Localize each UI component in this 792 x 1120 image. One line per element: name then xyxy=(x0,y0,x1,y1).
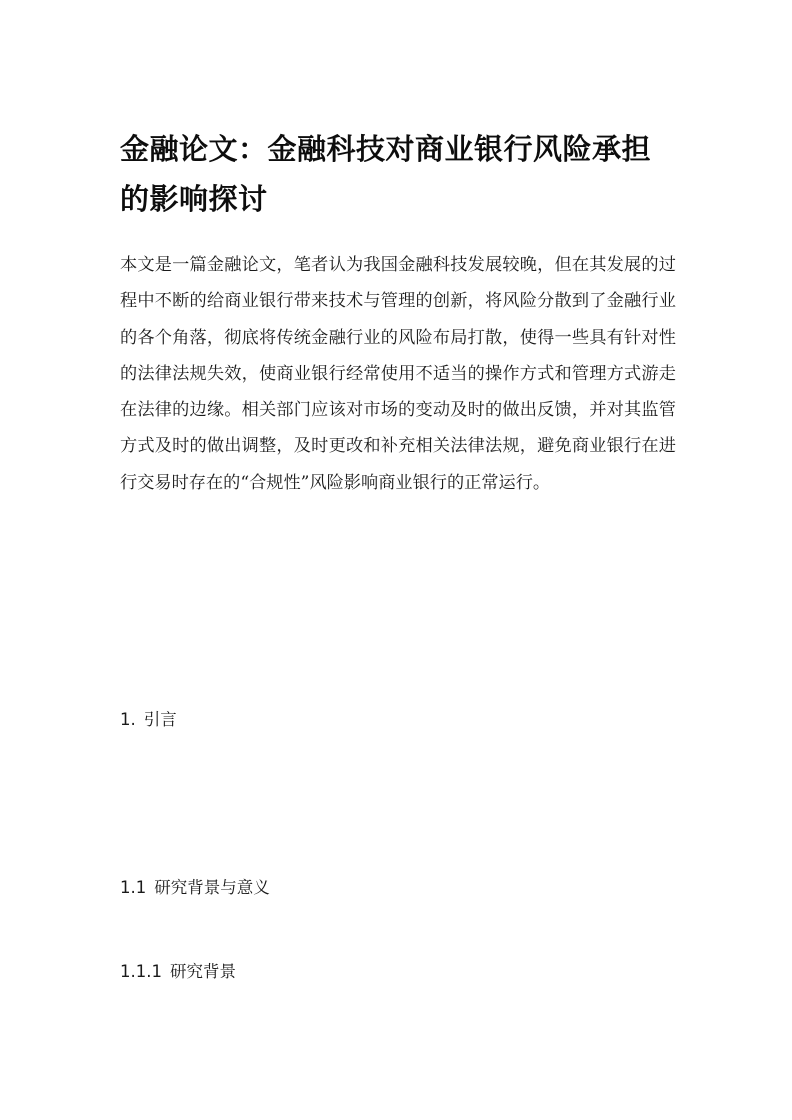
subsubsection-number: 1.1.1 xyxy=(120,962,162,981)
subsection-heading-background-significance xyxy=(120,874,270,898)
section-number: 1. xyxy=(120,710,136,729)
abstract-paragraph: 本文是一篇金融论文，笔者认为我国金融科技发展较晚，但在其发展的过程中不断的给商业银行带来技术与管理的创新，将风险分散到了金融行业的各个角落，彻底将传统金融行业的风险布局打散，使得一些具有针对性的法律法规失效，使商业银行经常使用不适当的操作方式和管理方式游走在法律的边缘。相关部门应该对市场的变动及时的做出反馈，并对其监管方式及时的做出调整，及时更改和补充相关法律法规，避免商业银行在进行交易时存在的“合规性”风险影响商业银行的正常运行。 xyxy=(120,255,676,493)
section-heading-intro xyxy=(120,706,177,730)
document-title: 金融论文：金融科技对商业银行风险承担的影响探讨 xyxy=(120,132,652,216)
subsection-title: 研究背景与意义 xyxy=(154,878,270,897)
subsubsection-heading-background xyxy=(120,958,236,982)
section-title: 引言 xyxy=(143,710,177,729)
subsection-number: 1.1 xyxy=(120,878,147,897)
subsubsection-title: 研究背景 xyxy=(169,962,236,981)
